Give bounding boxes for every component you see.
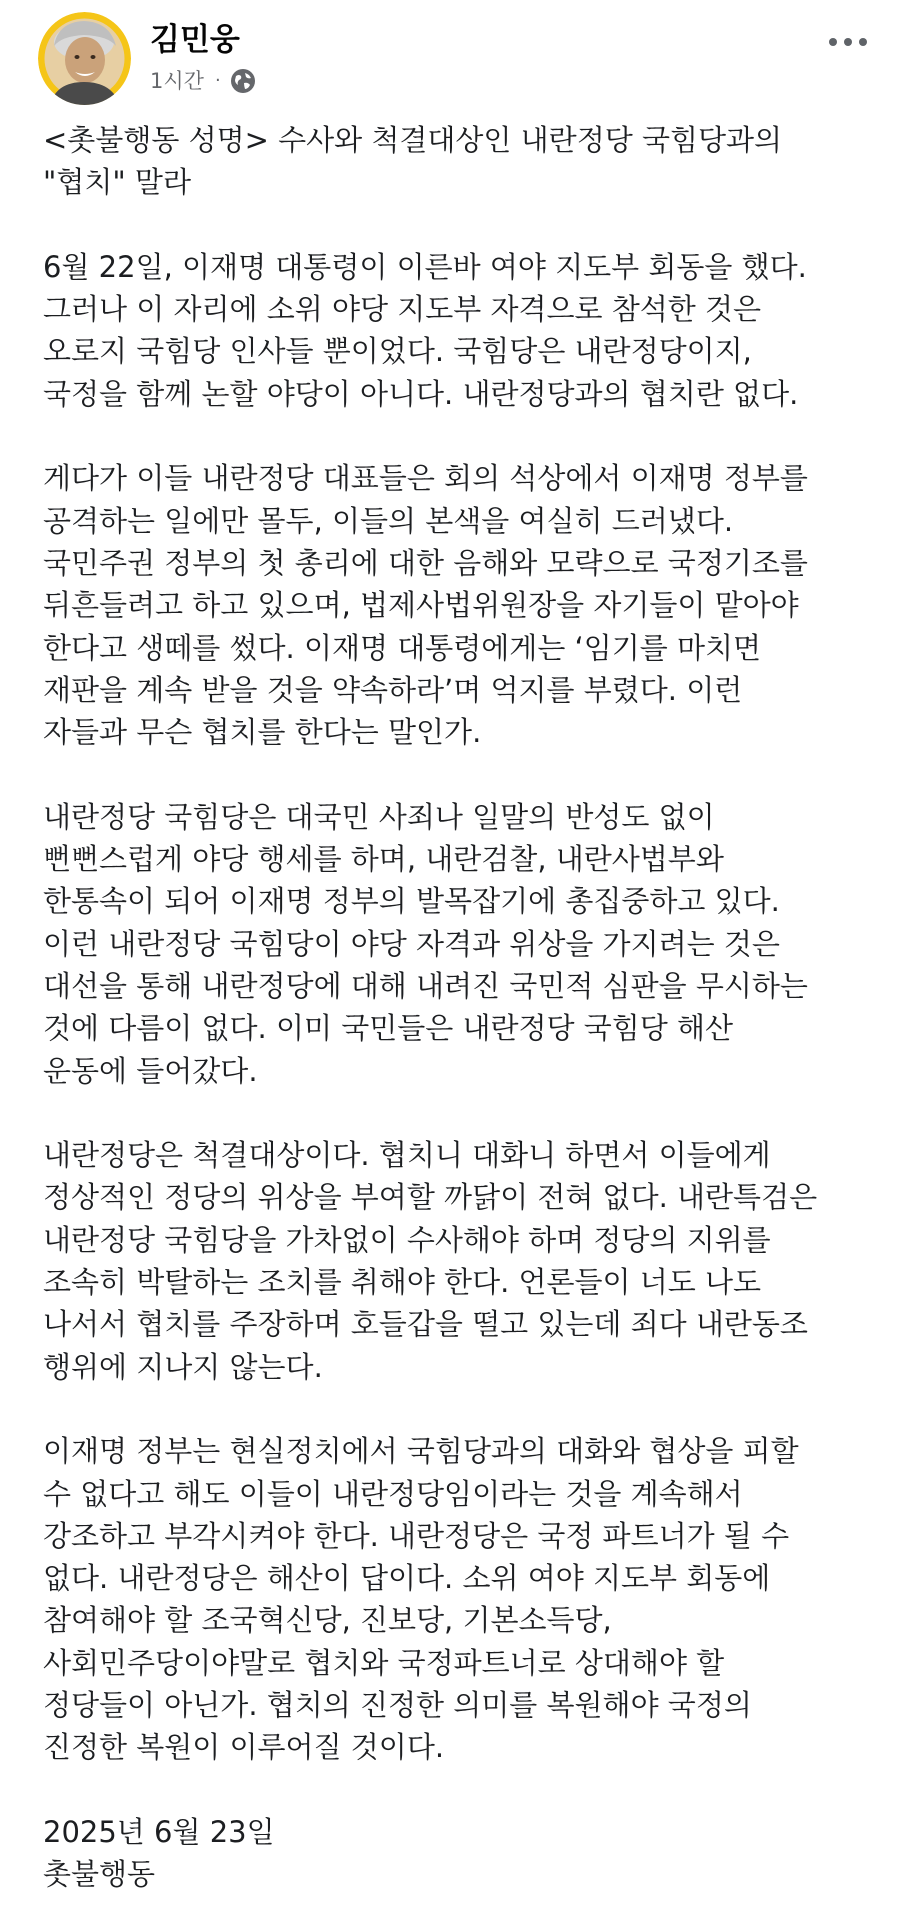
text-line: 진정한 복원이 이루어질 것이다. bbox=[43, 1730, 445, 1765]
globe-icon[interactable] bbox=[230, 68, 256, 94]
text-line: 한다고 생떼를 썼다. 이재명 대통령에게는 ‘임기를 마치면 bbox=[43, 630, 762, 665]
paragraph bbox=[43, 796, 888, 1092]
text-line: 행위에 지나지 않는다. bbox=[43, 1349, 323, 1384]
more-options-icon-dot bbox=[859, 38, 867, 46]
text-line: 한통속이 되어 이재명 정부의 발목잡기에 총집중하고 있다. bbox=[43, 884, 780, 919]
text-line: 뒤흔들려고 하고 있으며, 법제사법위원장을 자기들이 맡아야 bbox=[43, 588, 799, 623]
signature-date: 2025년 6월 23일 bbox=[43, 1814, 275, 1849]
text-line: 나서서 협치를 주장하며 호들갑을 떨고 있는데 죄다 내란동조 bbox=[43, 1307, 808, 1342]
signature bbox=[43, 1811, 888, 1896]
meta-separator: · bbox=[214, 70, 221, 91]
text-line: 참여해야 할 조국혁신당, 진보당, 기본소득당, bbox=[43, 1603, 612, 1638]
text-line: 그러나 이 자리에 소위 야당 지도부 자격으로 참석한 것은 bbox=[43, 292, 762, 327]
text-line: 내란정당은 척결대상이다. 협치니 대화니 하면서 이들에게 bbox=[43, 1138, 771, 1173]
text-line: 강조하고 부각시켜야 한다. 내란정당은 국정 파트너가 될 수 bbox=[43, 1518, 790, 1553]
text-line: 자들과 무슨 협치를 한다는 말인가. bbox=[43, 715, 482, 750]
text-line: 정당들이 아닌가. 협치의 진정한 의미를 복원해야 국정의 bbox=[43, 1687, 752, 1722]
text-line: 이재명 정부는 현실정치에서 국힘당과의 대화와 협상을 피할 bbox=[43, 1434, 799, 1469]
post-timestamp[interactable]: 1시간 bbox=[150, 69, 204, 93]
text-line: 6월 22일, 이재명 대통령이 이른바 여야 지도부 회동을 했다. bbox=[43, 249, 807, 284]
text-line: 오로지 국힘당 인사들 뿐이었다. 국힘당은 내란정당이지, bbox=[43, 334, 752, 369]
more-options-button[interactable] bbox=[818, 24, 878, 60]
post-header bbox=[0, 0, 900, 115]
author-name[interactable]: 김민웅 bbox=[150, 22, 240, 58]
text-line: 조속히 박탈하는 조치를 취해야 한다. 언론들이 너도 나도 bbox=[43, 1265, 762, 1300]
text-line: 국정을 함께 논할 야당이 아니다. 내란정당과의 협치란 없다. bbox=[43, 376, 799, 411]
text-line: 국민주권 정부의 첫 총리에 대한 음해와 모략으로 국정기조를 bbox=[43, 545, 808, 580]
text-line: "협치" 말라 bbox=[43, 165, 191, 200]
text-line: 공격하는 일에만 몰두, 이들의 본색을 여실히 드러냈다. bbox=[43, 503, 734, 538]
more-options-icon bbox=[829, 38, 837, 46]
avatar[interactable] bbox=[38, 12, 131, 105]
text-line: 없다. 내란정당은 해산이 답이다. 소위 여야 지도부 회동에 bbox=[43, 1561, 771, 1596]
post-title bbox=[43, 119, 888, 204]
text-line: <촛불행동 성명> 수사와 척결대상인 내란정당 국힘당과의 bbox=[43, 123, 783, 157]
post-meta bbox=[150, 66, 256, 96]
text-line: 뻔뻔스럽게 야당 행세를 하며, 내란검찰, 내란사법부와 bbox=[43, 842, 724, 877]
post-text bbox=[43, 119, 888, 1895]
text-line: 이런 내란정당 국힘당이 야당 자격과 위상을 가지려는 것은 bbox=[43, 926, 780, 961]
signature-org: 촛불행동 bbox=[43, 1857, 156, 1892]
paragraph bbox=[43, 1430, 888, 1768]
paragraph bbox=[43, 1134, 888, 1388]
text-line: 게다가 이들 내란정당 대표들은 회의 석상에서 이재명 정부를 bbox=[43, 461, 808, 496]
text-line: 운동에 들어갔다. bbox=[43, 1053, 258, 1088]
more-options-icon-dot bbox=[844, 38, 852, 46]
text-line: 수 없다고 해도 이들이 내란정당임이라는 것을 계속해서 bbox=[43, 1476, 743, 1511]
text-line: 재판을 계속 받을 것을 약속하라’며 억지를 부렸다. 이런 bbox=[43, 672, 743, 707]
text-line: 사회민주당이야말로 협치와 국정파트너로 상대해야 할 bbox=[43, 1645, 725, 1680]
text-line: 내란정당 국힘당은 대국민 사죄나 일말의 반성도 없이 bbox=[43, 799, 715, 834]
text-line: 대선을 통해 내란정당에 대해 내려진 국민적 심판을 무시하는 bbox=[43, 968, 808, 1003]
paragraph bbox=[43, 457, 888, 753]
avatar-image bbox=[38, 12, 131, 105]
text-line: 내란정당 국힘당을 가차없이 수사해야 하며 정당의 지위를 bbox=[43, 1222, 771, 1257]
text-line: 정상적인 정당의 위상을 부여할 까닭이 전혀 없다. 내란특검은 bbox=[43, 1180, 818, 1215]
text-line: 것에 다름이 없다. 이미 국민들은 내란정당 국힘당 해산 bbox=[43, 1011, 734, 1046]
paragraph bbox=[43, 246, 888, 415]
